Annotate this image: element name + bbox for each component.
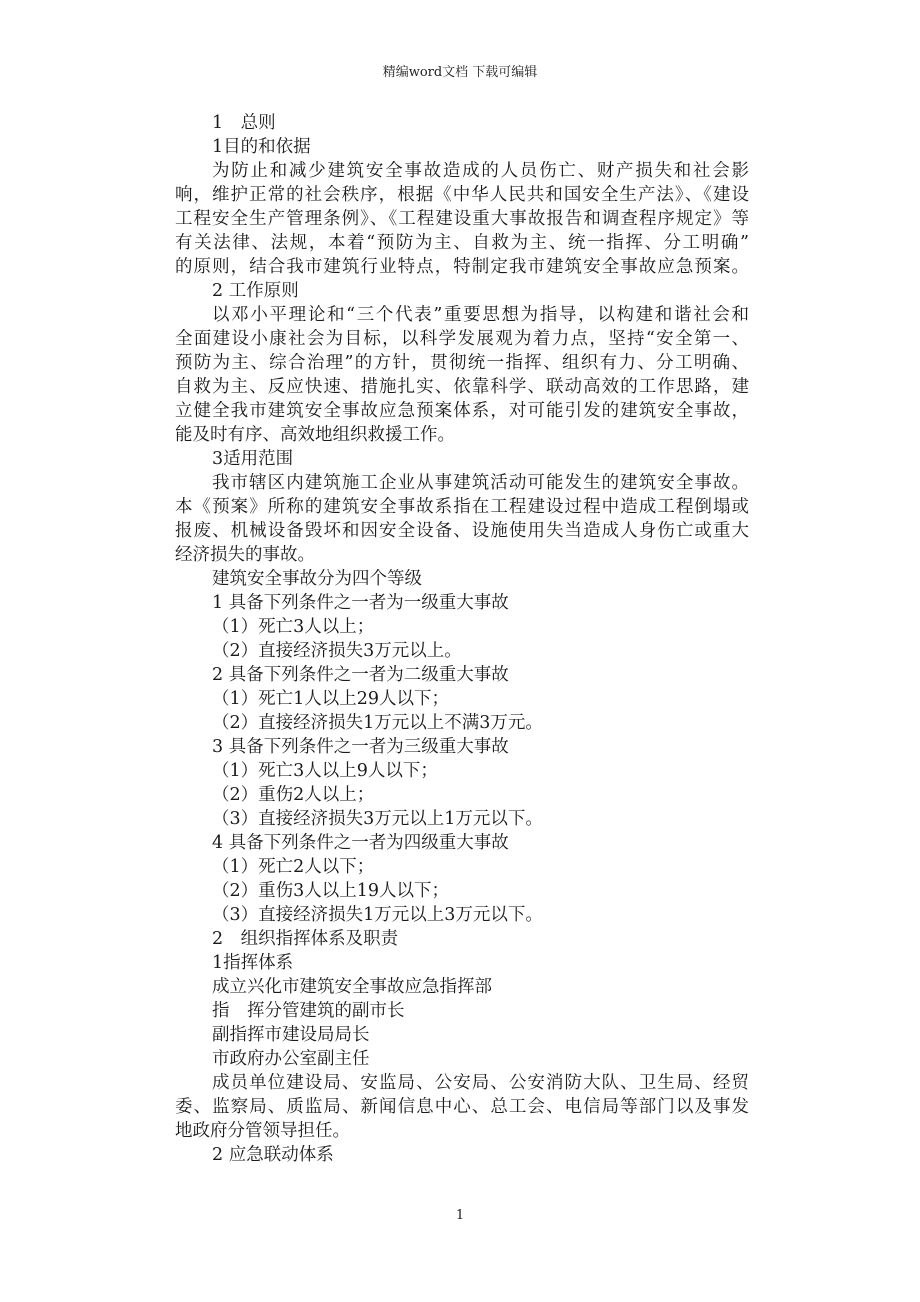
text-line: 有关法律、法规，本着“预防为主、自救为主、统一指挥、分工明确” xyxy=(175,233,749,253)
text-line: 预防为主、综合治理”的方针，贯彻统一指挥、组织有力、分工明确、 xyxy=(175,353,749,373)
text-line: （2）重伤2人以上； xyxy=(212,785,375,805)
text-line: 地政府分管领导担任。 xyxy=(175,1121,350,1141)
text-line: （2）重伤3人以上19人以下； xyxy=(212,881,450,901)
text-line: 2 应急联动体系 xyxy=(212,1145,334,1165)
text-line: 能及时有序、高效地组织救援工作。 xyxy=(175,425,455,445)
text-line: 指 挥分管建筑的副市长 xyxy=(212,1001,405,1021)
text-line: 1目的和依据 xyxy=(212,137,311,157)
text-line: （1）死亡2人以下； xyxy=(212,857,375,877)
text-line: （1）死亡3人以上9人以下； xyxy=(212,761,438,781)
text-line: （3）直接经济损失3万元以上1万元以下。 xyxy=(212,809,543,829)
text-line: 我市辖区内建筑施工企业从事建筑活动可能发生的建筑安全事故。 xyxy=(212,473,749,493)
text-line: 3 具备下列条件之一者为三级重大事故 xyxy=(212,737,509,757)
text-line: 为防止和减少建筑安全事故造成的人员伤亡、财产损失和社会影 xyxy=(212,161,749,181)
document-body xyxy=(175,111,749,1167)
page-header: 精编word文档 下载可编辑 xyxy=(382,65,538,80)
text-line: 建筑安全事故分为四个等级 xyxy=(212,569,422,589)
text-line: 委、监察局、质监局、新闻信息中心、总工会、电信局等部门以及事发 xyxy=(175,1097,749,1117)
text-line: 1 具备下列条件之一者为一级重大事故 xyxy=(212,593,509,613)
text-line: 本《预案》所称的建筑安全事故系指在工程建设过程中造成工程倒塌或 xyxy=(175,497,749,517)
text-line: 全面建设小康社会为目标，以科学发展观为着力点，坚持“安全第一、 xyxy=(175,329,749,349)
text-line: （2）直接经济损失3万元以上。 xyxy=(212,641,462,661)
text-line: 以邓小平理论和“三个代表”重要思想为指导，以构建和谐社会和 xyxy=(212,305,749,325)
text-line: （1）死亡3人以上； xyxy=(212,617,375,637)
text-line: 市政府办公室副主任 xyxy=(212,1049,370,1069)
text-line: 成员单位建设局、安监局、公安局、公安消防大队、卫生局、经贸 xyxy=(212,1073,749,1093)
text-line: 1指挥体系 xyxy=(212,953,294,973)
text-line: 4 具备下列条件之一者为四级重大事故 xyxy=(212,833,509,853)
text-line: 报废、机械设备毁坏和因安全设备、设施使用失当造成人身伤亡或重大 xyxy=(175,521,749,541)
text-line: （1）死亡1人以上29人以下； xyxy=(212,689,450,709)
text-line: 经济损失的事故。 xyxy=(175,545,315,565)
text-line: 2 工作原则 xyxy=(212,281,299,301)
text-line: （2）直接经济损失1万元以上不满3万元。 xyxy=(212,713,543,733)
text-line: 成立兴化市建筑安全事故应急指挥部 xyxy=(212,977,492,997)
text-line: （3）直接经济损失1万元以上3万元以下。 xyxy=(212,905,543,925)
text-line: 的原则，结合我市建筑行业特点，特制定我市建筑安全事故应急预案。 xyxy=(175,257,749,277)
text-line: 1 总则 xyxy=(212,113,276,133)
text-line: 工程安全生产管理条例》、《工程建设重大事故报告和调查程序规定》等 xyxy=(175,209,749,229)
page-number: 1 xyxy=(455,1208,465,1223)
text-line: 2 组织指挥体系及职责 xyxy=(212,929,399,949)
text-line: 2 具备下列条件之一者为二级重大事故 xyxy=(212,665,509,685)
text-line: 立健全我市建筑安全事故应急预案体系，对可能引发的建筑安全事故， xyxy=(175,401,749,421)
text-line: 自救为主、反应快速、措施扎实、依靠科学、联动高效的工作思路，建 xyxy=(175,377,749,397)
text-line: 3适用范围 xyxy=(212,449,294,469)
text-line: 副指挥市建设局局长 xyxy=(212,1025,370,1045)
text-line: 响，维护正常的社会秩序，根据《中华人民共和国安全生产法》、《建设 xyxy=(175,185,749,205)
